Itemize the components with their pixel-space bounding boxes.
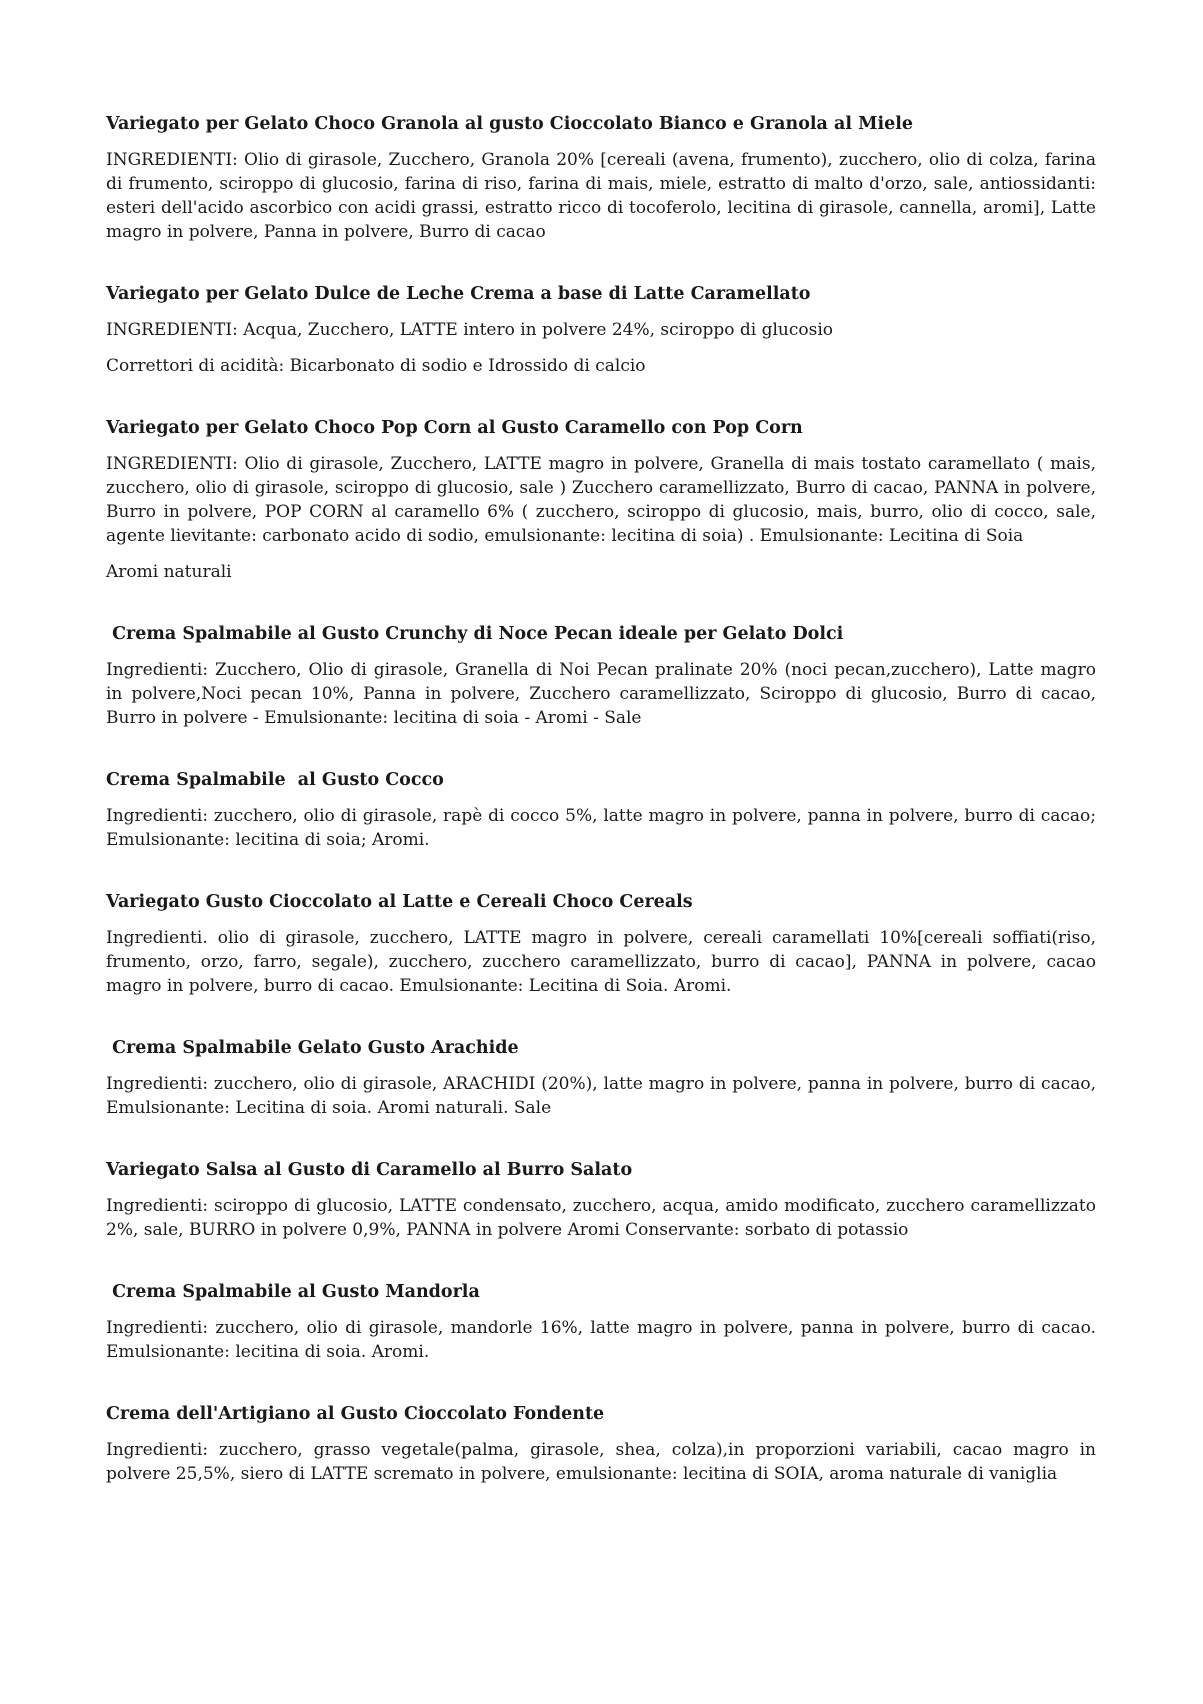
- product-section: [106, 890, 1096, 998]
- product-title: Variegato Gusto Cioccolato al Latte e Cereali Choco Cereals: [106, 892, 693, 912]
- product-title: Crema Spalmabile Gelato Gusto Arachide: [106, 1038, 519, 1058]
- ingredients-paragraph: Ingredienti: zucchero, olio di girasole, mandorle 16%, latte magro in polvere, panna in polvere, burro di cacao. Emulsionante: lecitina di soia. Aromi.: [106, 1318, 1096, 1362]
- ingredients-paragraph: Ingredienti: Zucchero, Olio di girasole, Granella di Noi Pecan pralinate 20% (noci pecan,zucchero), Latte magro in polvere,Noci pecan 10%, Panna in polvere, Zucchero caramellizzato, Sciroppo di glucosio, Burro di cacao, Burro in polvere - Emulsionante: lecitina di soia - Aromi - Sale: [106, 660, 1096, 728]
- product-title: Variegato per Gelato Dulce de Leche Crema a base di Latte Caramellato: [106, 284, 811, 304]
- ingredients-paragraph: Ingredienti: sciroppo di glucosio, LATTE condensato, zucchero, acqua, amido modificato, zucchero caramellizzato 2%, sale, BURRO in polvere 0,9%, PANNA in polvere Aromi Conservante: sorbato di potassio: [106, 1196, 1096, 1240]
- product-section: [106, 1280, 1096, 1364]
- ingredients-paragraph: Ingredienti: zucchero, olio di girasole, rapè di cocco 5%, latte magro in polvere, panna in polvere, burro di cacao; Emulsionante: lecitina di soia; Aromi.: [106, 806, 1096, 850]
- ingredients-paragraph: Ingredienti: zucchero, grasso vegetale(palma, girasole, shea, colza),in proporzioni variabili, cacao magro in polvere 25,5%, siero di LATTE scremato in polvere, emulsionante: lecitina di SOIA, aroma naturale di vaniglia: [106, 1440, 1096, 1484]
- product-section: [106, 1158, 1096, 1242]
- product-title: Crema Spalmabile al Gusto Crunchy di Noce Pecan ideale per Gelato Dolci: [106, 624, 844, 644]
- product-section: [106, 416, 1096, 584]
- ingredients-paragraph: INGREDIENTI: Olio di girasole, Zucchero, LATTE magro in polvere, Granella di mais tostato caramellato ( mais, zucchero, olio di girasole, sciroppo di glucosio, sale ) Zucchero caramellizzato, Burro di cacao, PANNA in polvere, Burro in polvere, POP CORN al caramello 6% ( zucchero, sciroppo di glucosio, mais, burro, olio di cocco, sale, agente lievitante: carbonato acido di sodio, emulsionante: lecitina di soia) . Emulsionante: Lecitina di Soia: [106, 454, 1096, 546]
- product-title: Crema Spalmabile al Gusto Cocco: [106, 770, 444, 790]
- product-title: Crema dell'Artigiano al Gusto Cioccolato Fondente: [106, 1404, 605, 1424]
- product-section: [106, 282, 1096, 378]
- document-content: [106, 112, 1096, 1524]
- aromas-paragraph: Aromi naturali: [106, 562, 232, 582]
- product-section: [106, 112, 1096, 244]
- product-title: Variegato Salsa al Gusto di Caramello al Burro Salato: [106, 1160, 633, 1180]
- product-title: Variegato per Gelato Choco Granola al gusto Cioccolato Bianco e Granola al Miele: [106, 114, 914, 134]
- ingredients-paragraph: INGREDIENTI: Acqua, Zucchero, LATTE intero in polvere 24%, sciroppo di glucosio: [106, 320, 834, 340]
- product-section: [106, 1036, 1096, 1120]
- ingredients-paragraph: INGREDIENTI: Olio di girasole, Zucchero, Granola 20% [cereali (avena, frumento), zucchero, olio di colza, farina di frumento, sciroppo di glucosio, farina di riso, farina di mais, miele, estratto di malto d'orzo, sale, antiossidanti: esteri dell'acido ascorbico con acidi grassi, estratto ricco di tocoferolo, lecitina di girasole, cannella, aromi], Latte magro in polvere, Panna in polvere, Burro di cacao: [106, 150, 1096, 242]
- acidity-correctors-paragraph: Correttori di acidità: Bicarbonato di sodio e Idrossido di calcio: [106, 356, 646, 376]
- product-section: [106, 622, 1096, 730]
- product-title: Crema Spalmabile al Gusto Mandorla: [106, 1282, 480, 1302]
- ingredients-paragraph: Ingredienti: zucchero, olio di girasole, ARACHIDI (20%), latte magro in polvere, panna in polvere, burro di cacao, Emulsionante: Lecitina di soia. Aromi naturali. Sale: [106, 1074, 1096, 1118]
- ingredients-paragraph: Ingredienti. olio di girasole, zucchero, LATTE magro in polvere, cereali caramellati 10%[cereali soffiati(riso, frumento, orzo, farro, segale), zucchero, zucchero caramellizzato, burro di cacao], PANNA in polvere, cacao magro in polvere, burro di cacao. Emulsionante: Lecitina di Soia. Aromi.: [106, 928, 1096, 996]
- product-title: Variegato per Gelato Choco Pop Corn al Gusto Caramello con Pop Corn: [106, 418, 803, 438]
- product-section: [106, 768, 1096, 852]
- product-section: [106, 1402, 1096, 1486]
